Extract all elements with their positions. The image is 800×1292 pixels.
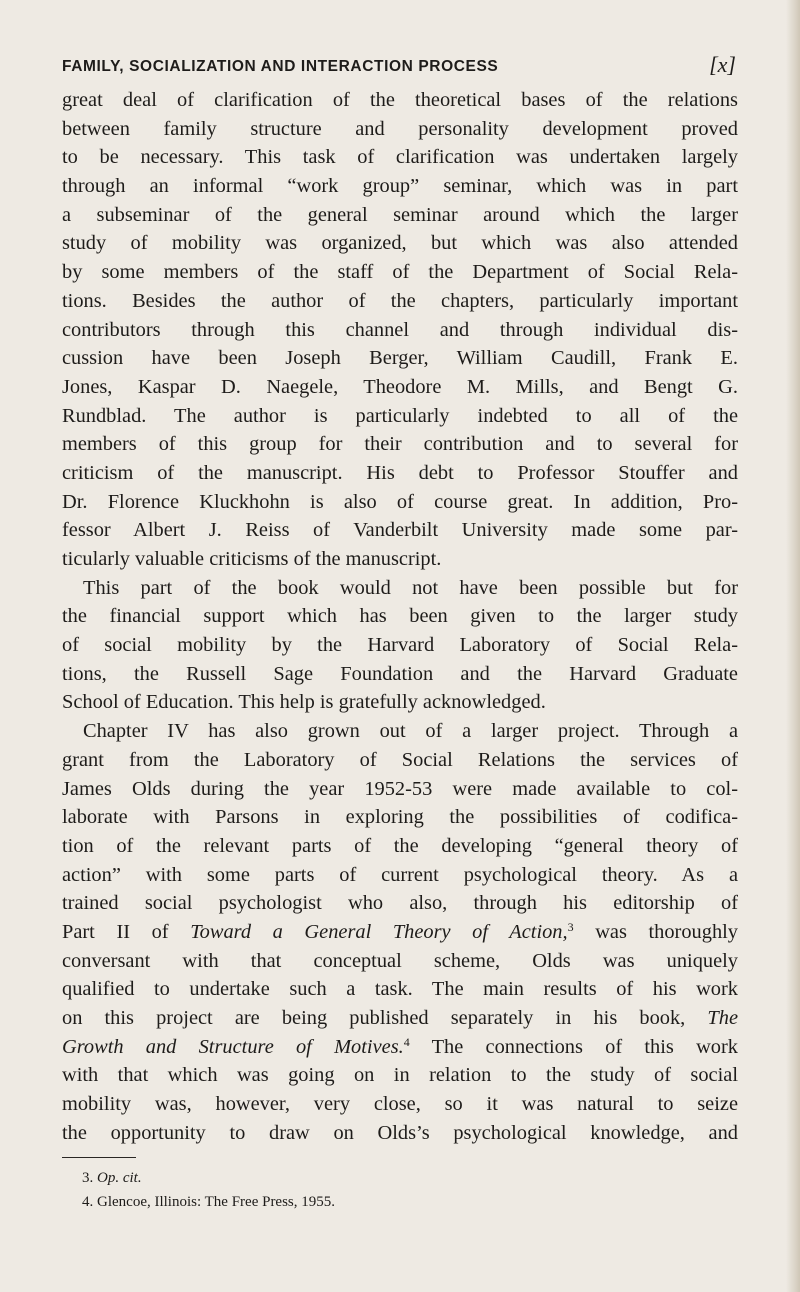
text-line: laborate with Parsons in exploring the possibilities of codifica- (62, 806, 738, 829)
text-line: tions. Besides the author of the chapters, particularly important (62, 289, 738, 312)
footnote-number: 3. (82, 1170, 94, 1186)
text-line: contributors through this channel and through individual dis- (62, 318, 738, 341)
text-line: School of Education. This help is gratefully acknowledged. (62, 691, 546, 714)
text-line: a subseminar of the general seminar around which the larger (62, 203, 738, 226)
text-line: qualified to undertake such a task. The main results of his work (62, 978, 738, 1001)
footnote-3 (82, 1166, 722, 1190)
text-run: was thoroughly (573, 920, 738, 943)
text-line: by some members of the staff of the Department of Social Rela- (62, 261, 738, 284)
text-line: tions, the Russell Sage Foundation and the Harvard Graduate (62, 662, 738, 685)
text-line: members of this group for their contribution and to several for (62, 433, 738, 456)
text-line: Rundblad. The author is particularly indebted to all of the (62, 404, 738, 427)
page-edge (786, 0, 800, 1292)
footnote-text: Glencoe, Illinois: The Free Press, 1955. (97, 1194, 336, 1210)
text-line: ticularly valuable criticisms of the manuscript. (62, 548, 442, 570)
book-title: Toward a General Theory of Action, (190, 920, 568, 943)
footnote-text: Op. cit. (97, 1170, 142, 1186)
footnote-marker: 4 (403, 1034, 410, 1049)
footnote-4 (82, 1190, 722, 1214)
text-line-with-citation (62, 918, 738, 947)
text-line: conversant with that conceptual scheme, Olds was uniquely (62, 949, 738, 972)
text-line: Chapter IV has also grown out of a larger project. Through a (83, 720, 738, 743)
text-line: between family structure and personality development proved (62, 117, 738, 140)
text-line: through an informal “work group” seminar, which was in part (62, 175, 738, 198)
text-line: trained social psychologist who also, through his editorship of (62, 892, 738, 915)
text-line: great deal of clarification of the theoretical bases of the relations (62, 89, 738, 111)
text-line: study of mobility was organized, but which was also attended (62, 232, 738, 255)
text-line: criticism of the manuscript. His debt to Professor Stouffer and (62, 461, 738, 484)
text-run: The connections of this work (409, 1035, 738, 1058)
footnote-marker: 3 (567, 919, 574, 934)
text-line: This part of the book would not have been possible but for (83, 576, 738, 599)
text-line: to be necessary. This task of clarification was undertaken largely (62, 146, 738, 169)
text-run: on this project are being published separately in his book, (62, 1007, 708, 1030)
footnote-number: 4. (82, 1194, 94, 1210)
text-line: mobility was, however, very close, so it was natural to seize (62, 1093, 738, 1116)
footnote-rule (62, 1157, 136, 1158)
text-line: Dr. Florence Kluckhohn is also of course great. In addition, Pro- (62, 490, 738, 513)
page-folio: [x] (709, 52, 736, 77)
text-run: Part II of (62, 920, 191, 943)
book-title: Growth and Structure of Motives. (62, 1035, 404, 1058)
running-title: FAMILY, SOCIALIZATION AND INTERACTION PROCESS (62, 58, 499, 75)
text-line: grant from the Laboratory of Social Relations the services of (62, 748, 738, 771)
text-line-with-title (62, 1004, 738, 1033)
text-line: the opportunity to draw on Olds’s psychological knowledge, and (62, 1121, 738, 1144)
text-line: Jones, Kaspar D. Naegele, Theodore M. Mills, and Bengt G. (62, 375, 738, 398)
footnotes (82, 1166, 722, 1214)
text-line: of social mobility by the Harvard Laboratory of Social Rela- (62, 634, 738, 657)
body-text (62, 86, 738, 1147)
book-title: The (707, 1007, 738, 1030)
running-header (62, 52, 742, 82)
text-line: tion of the relevant parts of the developing “general theory of (62, 834, 738, 857)
text-line-with-citation (62, 1033, 738, 1062)
text-line: James Olds during the year 1952-53 were made available to col- (62, 777, 738, 800)
text-line: with that which was going on in relation to the study of social (62, 1064, 738, 1087)
text-line: action” with some parts of current psychological theory. As a (62, 863, 738, 886)
text-line: cussion have been Joseph Berger, William Caudill, Frank E. (62, 347, 738, 370)
text-line: the financial support which has been given to the larger study (62, 605, 738, 628)
text-line: fessor Albert J. Reiss of Vanderbilt University made some par- (62, 519, 738, 542)
